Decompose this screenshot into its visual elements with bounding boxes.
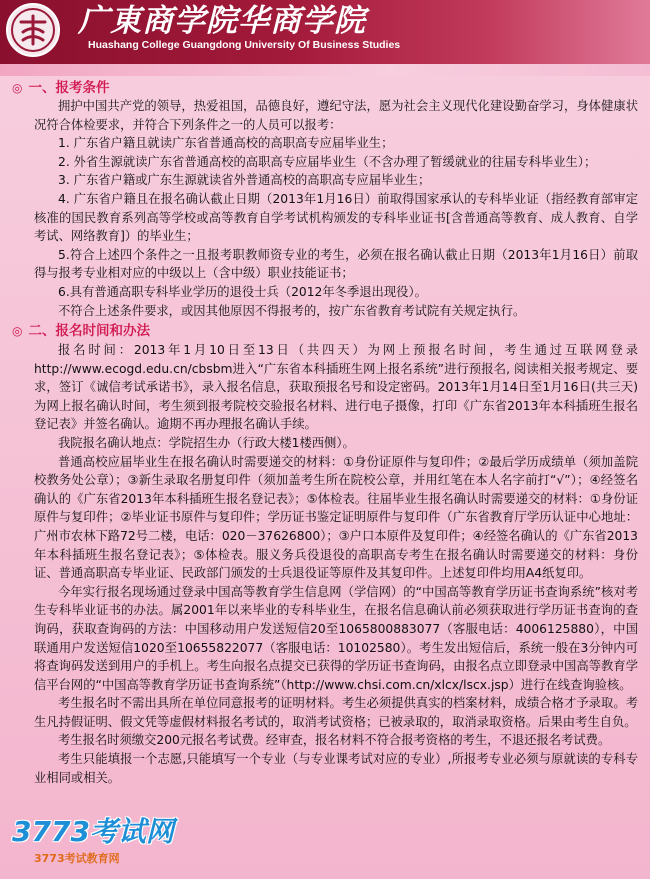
paragraph: 5.符合上述四个条件之一且报考职教师资专业的考生，必须在报名确认截止日期（2013年1月16日）前取得与报考专业相对应的中级以上（含中级）职业技能证书； (34, 247, 638, 281)
header-banner (0, 0, 650, 64)
college-chinese-name: 广東商学院华商学院 (78, 3, 366, 39)
section-title-conditions: ◎ 一、报考条件 (12, 80, 110, 96)
paragraph: 考生报名时须缴交200元报名考试费。经审查，报名材料不符合报考资格的考生，不退还报名考试费。 (58, 733, 611, 748)
paragraph: 不符合上述条件要求，或因其他原因不得报考的，按广东省教育考试院有关规定执行。 (58, 303, 526, 318)
paragraph: 1. 广东省户籍且就读广东省普通高校的高职高专应届毕业生； (58, 136, 394, 151)
section-registration-text (34, 341, 638, 787)
paragraph: 我院报名确认地点：学院招生办（行政大楼1楼西侧）。 (58, 435, 355, 450)
bullet-ring-icon: ◎ (12, 324, 23, 338)
site-watermark (6, 800, 226, 879)
paragraph: 4. 广东省户籍且在报名确认截止日期（2013年1月16日）前取得国家承认的专科毕业证（指经教育部审定核准的国民教育系列高等学校或高等教育自学考试机构颁发的专科毕业证书[含普通高等教育、成人教育、自学考试、网络教育]）的毕业生； (34, 191, 638, 244)
paragraph: 3. 广东省户籍或广东生源就读省外普通高校的高职高专应届毕业生； (58, 173, 431, 188)
college-logo (6, 3, 60, 57)
college-english-name: Huashang College Guangdong University Of Business Studies (88, 39, 401, 51)
section-title-registration: ◎ 二、报名时间和办法 (12, 323, 150, 339)
paragraph: 6.具有普通高职专科毕业学历的退役士兵（2012年冬季退出现役）。 (58, 284, 427, 299)
paragraph: 2. 外省生源就读广东省普通高校的高职高专应届毕业生（不含办理了暂缓就业的往届专科毕业生）； (58, 154, 597, 169)
paragraph: 普通高校应届毕业生在报名确认时需要递交的材料：①身份证原件与复印件；②最后学历成绩单（须加盖院校教务处公章）；③新生录取名册复印件（须加盖考生所在院校公章，并用红笔在本人名字前打“√”）；④经签名确认的《广东省2013年本科插班生报名登记表》；⑤体检表。往届毕业生报名确认时需要递交的材料：①身份证原件与复印件；②毕业证书原件与复印件；学历证书鉴定证明原件与复印件（广东省教育厅学历认证中心地址：广州市农林下路72号二楼，电话：020－37626800）；③户口本原件及复印件；④经签名确认的《广东省2013年本科插班生报名登记表》；⑤体检表。服义务兵役退役的高职高专考生在报名确认时需要递交的材料：身份证、普通高职高专毕业证、民政部门颁发的士兵退役证等原件及其复印件。上述复印件均用A4纸复印。 (34, 454, 638, 581)
paragraph: 考生只能填报一个志愿,只能填写一个专业（与专业课考试对应的专业）,所报考专业必须与原就读的专科专业相同或相关。 (34, 752, 638, 785)
paragraph: 今年实行报名现场通过登录中国高等教育学生信息网（学信网）的“中国高等教育学历证书查询系统”核对考生专科毕业证书的办法。属2001年以来毕业的专科毕业生，在报名信息确认前必须获取进行学历证书查询的查询码，获取查询码的方法：中国移动用户发送短信20至1065800883077（客服电话：4006125880），中国联通用户发送短信1020至10655822077（客服电话：10102580）。考生发出短信后，系统一般在3分钟内可将查询码发送到用户的手机上。考生向报名点提交已获得的学历证书查询码，由报名点立即登录中国高等教育学信平台网的“中国高等教育学历证书查询系统”（http://www.chsi.com.cn/xlcx/lscx.jsp）进行在线查询验核。 (34, 584, 638, 692)
paragraph: 考生报名时不需出具所在单位同意报考的证明材料。考生必须提供真实的档案材料，成绩合格才予录取。考生凡持假证明、假文凭等虚假材料报名考试的，取消考试资格；已被录取的，取消录取资格。后果由考生自负。 (34, 696, 638, 729)
bullet-ring-icon: ◎ (12, 81, 23, 95)
watermark-subtitle: 3773考试教育网 (34, 852, 120, 865)
paragraph: 拥护中国共产党的领导，热爱祖国，品德良好，遵纪守法，愿为社会主义现代化建设勤奋学习，身体健康状况符合体检要求，并符合下列条件之一的人员可以报考： (34, 99, 638, 132)
paragraph: 报名时间：2013年1月10日至13日（共四天）为网上预报名时间，考生通过互联网登录http://www.ecogd.edu.cn/cbsbm进入“广东省本科插班生网上报名系统”进行预报名, 阅读相关报考规定、要求，签订《诚信考试承诺书》，录入报名信息，获取预报名号和设定密码。2013年1月14日至1月16日(共三天)为网上报名确认时间，考生须到报考院校交验报名材料、进行电子摄像，打印《广东省2013年本科插班生报名登记表》并签名确认。逾期不再办理报名确认手续。 (34, 343, 638, 432)
watermark-logo: 3773考试网 (12, 815, 174, 848)
section-conditions-text (34, 97, 638, 320)
header-divider (0, 64, 650, 76)
college-seal-icon (8, 5, 58, 55)
